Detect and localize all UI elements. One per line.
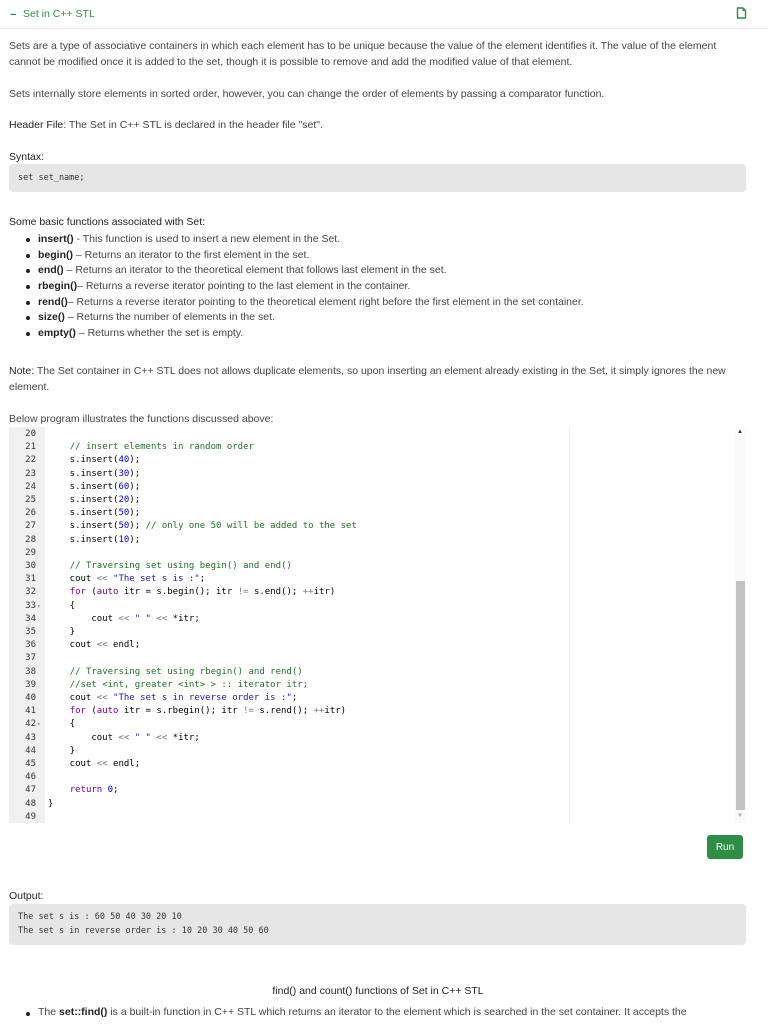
line-number: 23	[25, 468, 36, 479]
code-text: }	[48, 627, 76, 637]
code-text: s.insert(20);	[48, 495, 141, 505]
line-number: 45	[25, 759, 36, 769]
line-number: 28	[25, 534, 36, 545]
line-number: 46	[25, 772, 36, 783]
output-box	[9, 904, 746, 945]
section-heading: find() and count() functions of Set in C++ STL	[272, 985, 484, 997]
line-number: 20	[25, 429, 36, 439]
line-number: 33	[25, 600, 36, 611]
output-label: Output:	[9, 890, 44, 902]
code-editor[interactable]	[9, 427, 746, 823]
line-number: 26	[25, 508, 36, 519]
run-button[interactable]: Run	[707, 835, 743, 859]
line-number: 36	[25, 640, 36, 651]
list-item: size() – Returns the number of elements in the set.	[24, 310, 584, 326]
intro-paragraph-2: Sets internally store elements in sorted order, however, you can change the order of elements by passing a comparator function.	[9, 88, 605, 100]
scrollbar-thumb[interactable]	[736, 581, 745, 810]
code-text: for (auto itr = s.begin(); itr != s.end(); ++itr)	[69, 587, 336, 598]
line-number: 42	[25, 719, 36, 730]
syntax-code: set set_name;	[18, 173, 85, 183]
collapse-icon[interactable]: −	[10, 9, 17, 21]
code-text: cout << " " << *itr;	[48, 613, 200, 624]
line-number: 27	[25, 521, 36, 532]
code-text: //set <int, greater <int> > :: iterator itr;	[69, 679, 309, 690]
functions-list	[24, 232, 584, 342]
syntax-code-box	[9, 164, 746, 192]
code-text: s.insert(50);	[48, 508, 141, 519]
fold-arrow-icon[interactable]: ▾	[37, 721, 41, 729]
header-file-text: : The Set in C++ STL is declared in the header file "set".	[63, 119, 323, 131]
code-text: cout << endl;	[48, 640, 141, 651]
header-file-label: Header File	[9, 119, 64, 131]
list-item: end() – Returns an iterator to the theoretical element that follows last element in the set.	[24, 263, 584, 279]
line-number: 38	[25, 666, 36, 677]
output-line: The set s is : 60 50 40 30 20 10	[18, 912, 182, 922]
list-item: The set::find() is a built-in function in C++ STL which returns an iterator to the element which is searched in the set container. It accepts the	[24, 1006, 758, 1018]
document-icon[interactable]	[736, 7, 747, 19]
code-text: cout << "The set s in reverse order is :";	[48, 693, 298, 703]
line-number: 35	[25, 627, 36, 637]
scroll-up-icon[interactable]: ▲	[737, 429, 743, 435]
scroll-down-icon[interactable]: ▼	[737, 813, 743, 819]
code-text: // insert elements in random order	[69, 442, 254, 453]
line-number: 31	[25, 574, 36, 585]
article-header	[0, 0, 768, 29]
line-number: 37	[25, 653, 36, 664]
code-text: }	[48, 745, 76, 756]
code-text: }	[48, 798, 54, 809]
program-intro: Below program illustrates the functions discussed above:	[9, 413, 274, 425]
list-item: empty() – Returns whether the set is empty.	[24, 326, 584, 342]
code-text: for (auto itr = s.rbegin(); itr != s.rend(); ++itr)	[69, 706, 347, 717]
line-number: 24	[25, 481, 36, 492]
line-number: 30	[25, 561, 36, 571]
code-text: s.insert(10);	[48, 534, 141, 545]
header-file-line	[9, 117, 739, 133]
line-number: 29	[25, 547, 36, 558]
line-number: 22	[25, 455, 36, 466]
note-text: : The Set container in C++ STL does not allows duplicate elements, so upon inserting an element already existing in the Set, it simply ignores the new element.	[9, 365, 726, 393]
syntax-label: Syntax:	[9, 151, 45, 163]
line-number: 49	[25, 811, 36, 822]
list-item: rbegin()– Returns a reverse iterator pointing to the last element in the container.	[24, 279, 584, 295]
line-number: 41	[25, 706, 36, 717]
line-number: 48	[25, 798, 36, 809]
line-number: 43	[25, 732, 36, 743]
functions-heading: Some basic functions associated with Set:	[9, 216, 206, 228]
code-text: cout << " " << *itr;	[48, 732, 200, 743]
output-line: The set s in reverse order is : 10 20 30 40 50 60	[18, 926, 269, 936]
line-number: 32	[25, 587, 36, 598]
note-label: Note	[9, 365, 32, 377]
code-text: return 0;	[69, 785, 119, 796]
line-number: 40	[25, 693, 36, 703]
list-item: rend()– Returns a reverse iterator pointing to the theoretical element right before the first element in the set container.	[24, 295, 584, 311]
article-title-link[interactable]: Set in C++ STL	[23, 8, 95, 20]
line-number: 39	[25, 679, 36, 690]
code-text: s.insert(40);	[48, 455, 141, 466]
line-number: 25	[25, 495, 36, 505]
code-text: s.insert(30);	[48, 468, 141, 479]
note-paragraph	[9, 363, 739, 395]
line-number: 34	[25, 613, 36, 624]
code-text: cout << "The set s is :";	[48, 574, 206, 585]
fold-arrow-icon[interactable]: ▾	[37, 602, 41, 610]
editor-scrollbar[interactable]	[735, 427, 746, 823]
code-text: s.insert(50); // only one 50 will be added to the set	[48, 521, 357, 532]
line-number: 44	[25, 745, 36, 756]
code-text: cout << endl;	[48, 759, 141, 769]
list-item: insert() - This function is used to insert a new element in the Set.	[24, 232, 584, 248]
code-text: {	[48, 719, 76, 730]
print-margin	[569, 427, 570, 823]
intro-paragraph-1: Sets are a type of associative containers in which each element has to be unique because the value of the element identifies it. The value of the element cannot be modified once it is added to the set, though it is possible to remove and add the modified value of that element.	[9, 40, 717, 68]
line-number: 47	[25, 785, 36, 796]
code-text: {	[48, 600, 76, 611]
list-item: begin() – Returns an iterator to the first element in the set.	[24, 248, 584, 264]
code-text: s.insert(60);	[48, 481, 141, 492]
code-text: // Traversing set using begin() and end()	[69, 561, 292, 571]
line-number: 21	[25, 442, 36, 453]
code-text: // Traversing set using rbegin() and rend()	[69, 666, 303, 677]
